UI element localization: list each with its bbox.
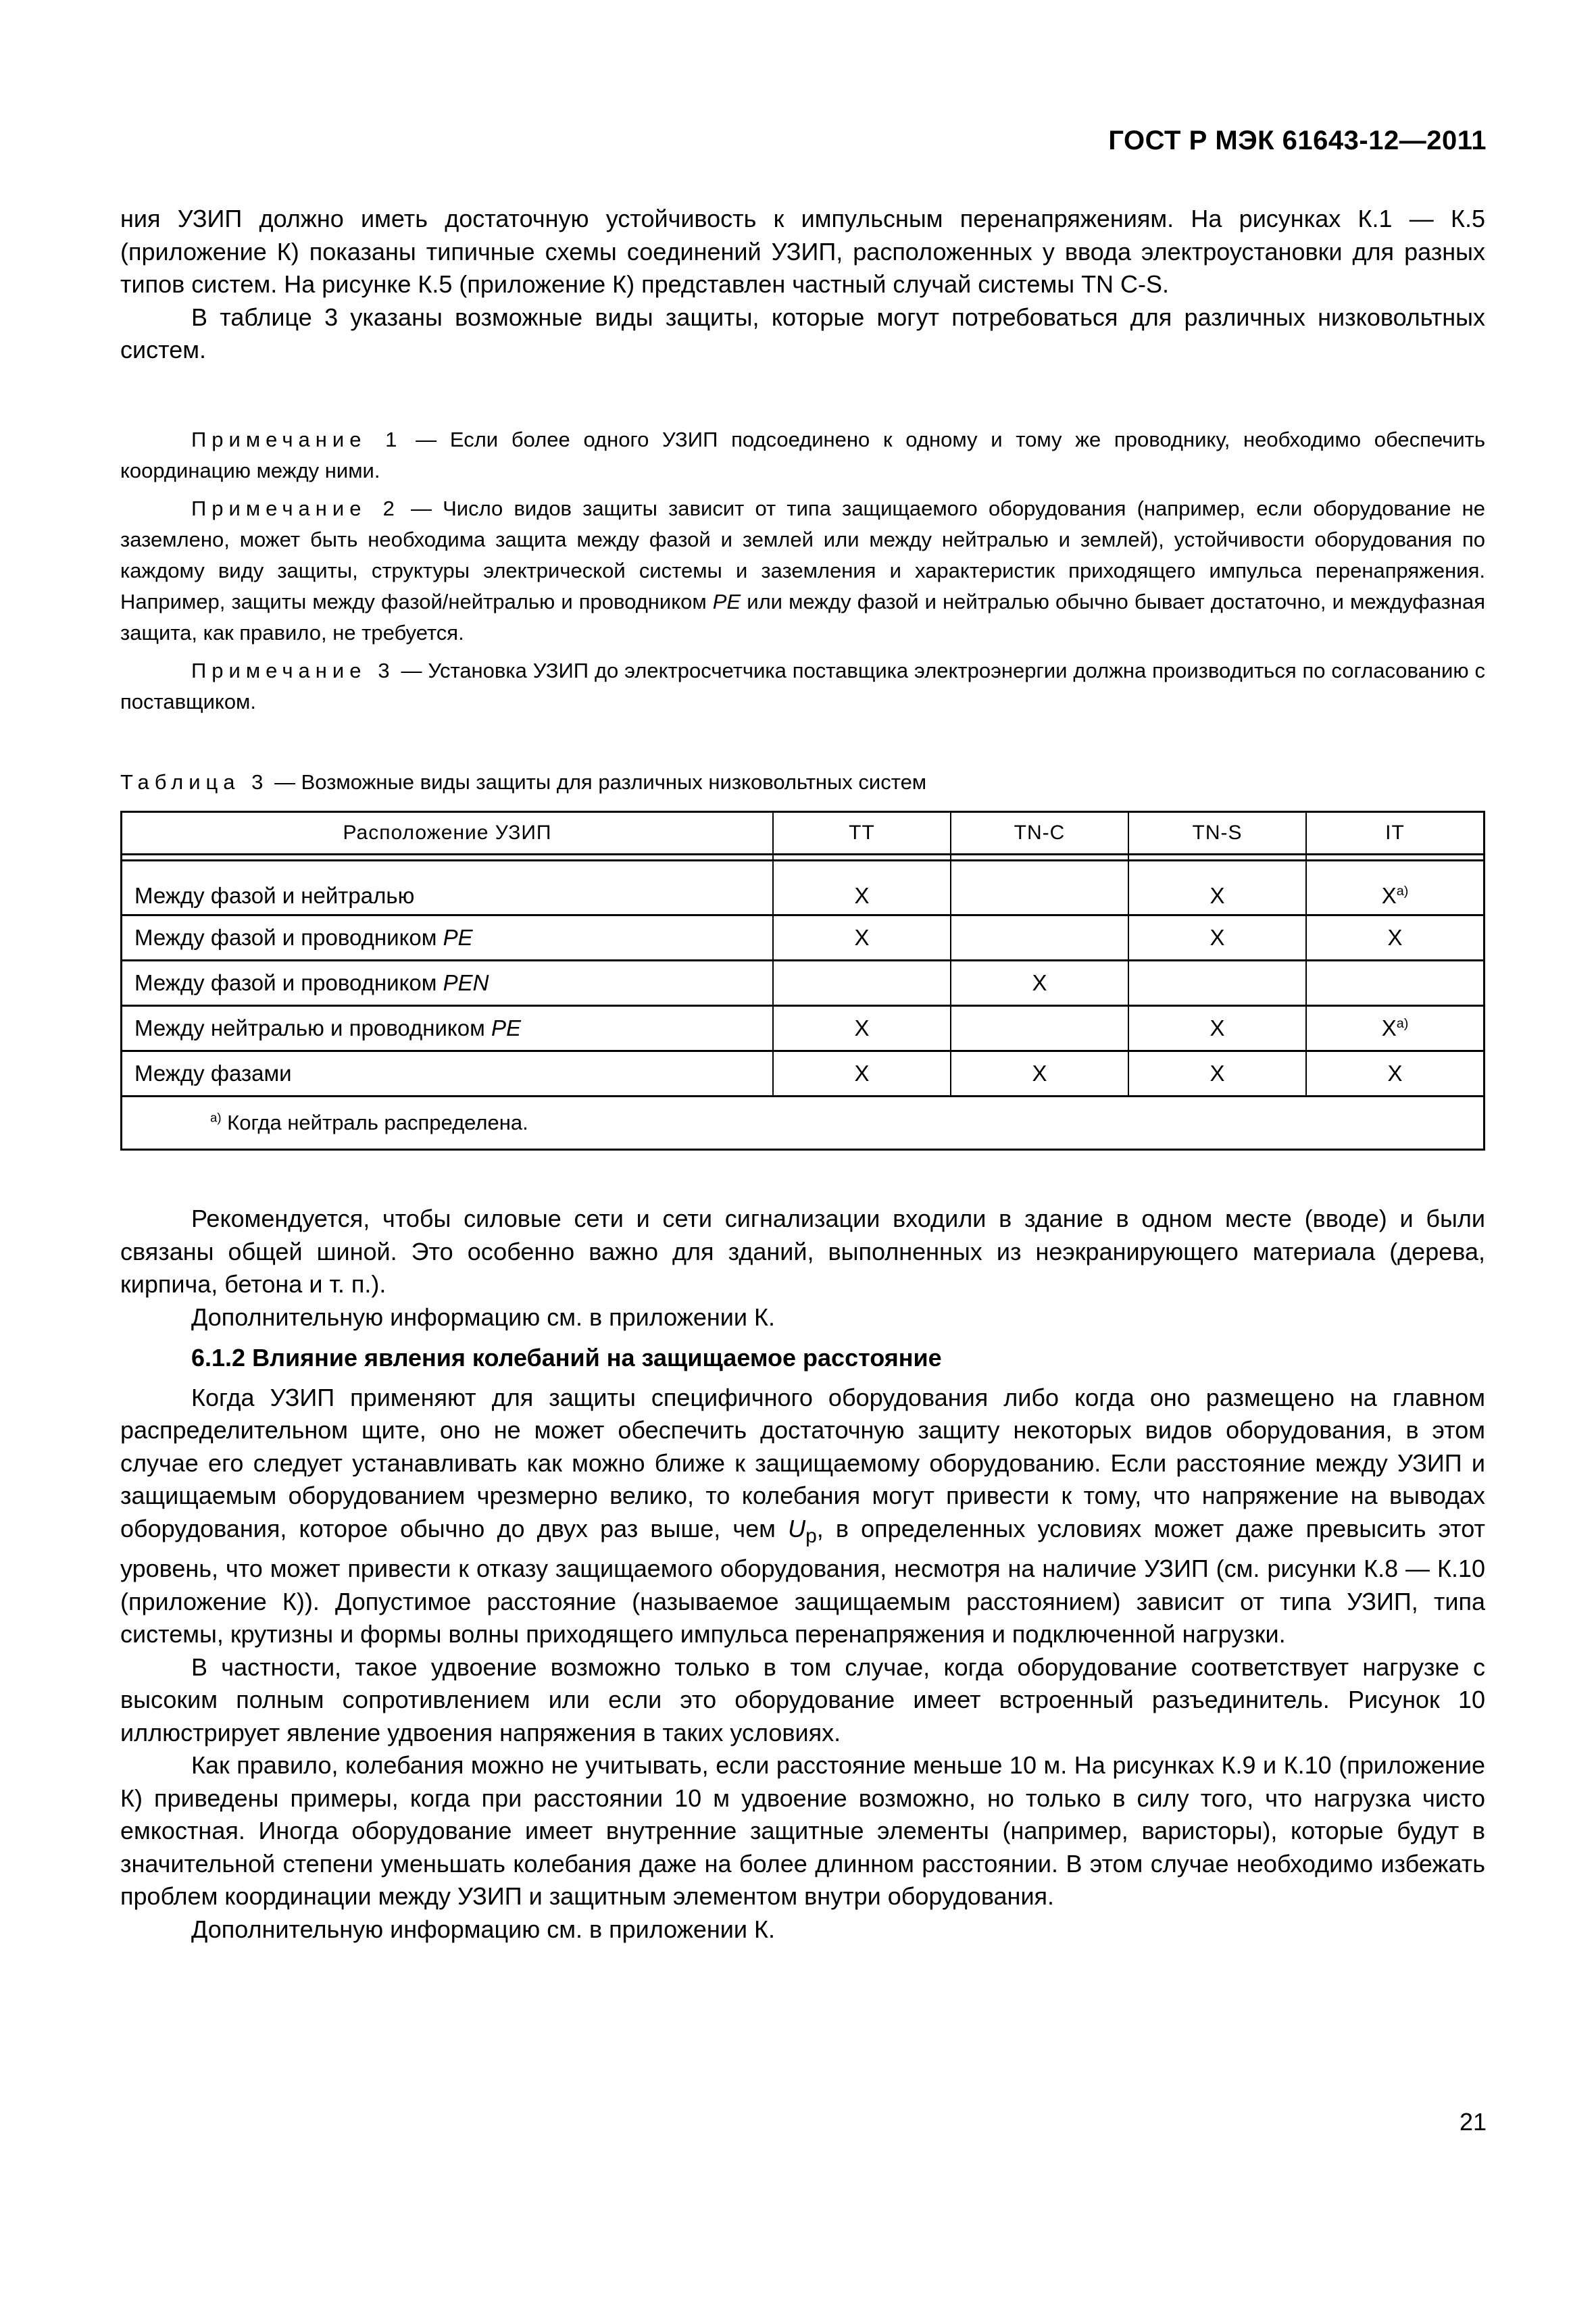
note-2-label: Примечание 2 [191, 497, 400, 520]
cell-tt: X [773, 915, 951, 961]
note-3-label: Примечание 3 [191, 659, 395, 682]
table-row [122, 1051, 1485, 1097]
cell-tt [773, 961, 951, 1006]
cell-it: $X^{а)}$ [1306, 1006, 1485, 1051]
cell-tt: X [773, 1006, 951, 1051]
intro-paragraph-1: ния УЗИП должно иметь достаточную устойчивость к импульсным перенапряжениям. На рисунках К.1 — К.5 (приложение К) показаны типичные схемы соединений УЗИП, расположенных у ввода электроустановки для разных типов систем. На рисунке К.5 (приложение К) представлен частный случай системы TN C-S. [120, 205, 1485, 298]
document-code-header: ГОСТ Р МЭК 61643-12—2011 [1108, 126, 1487, 155]
footnote-ref: а) [1396, 884, 1409, 899]
page-number: 21 [1459, 2108, 1487, 2136]
cell-tn-c [951, 861, 1128, 915]
note-1 [120, 424, 1485, 486]
cell-tn-c: X [951, 1051, 1128, 1097]
table-footnote-row [122, 1097, 1485, 1150]
cell-tn-s: X [1128, 915, 1306, 961]
cell-tn-c [951, 915, 1128, 961]
header-tn-s: TN-S [1128, 812, 1306, 855]
cell-it: X [1306, 1051, 1485, 1097]
note-3-text: — Установка УЗИП до электросчетчика поставщика электроэнергии должна производиться по согласованию с поставщиком. [120, 659, 1485, 713]
section-paragraph-4: Дополнительную информацию см. в приложении К. [191, 1915, 775, 1943]
table-footnote: $^{а)}$ Когда нейтраль распределена. [122, 1097, 1485, 1150]
cell-it [1306, 961, 1485, 1006]
table-header-row [122, 812, 1485, 855]
note-2-italic-pe: PE [712, 590, 741, 613]
table-row: Между фазой и проводником PEN X [122, 961, 1485, 1006]
main-text-block [120, 1203, 1485, 1946]
cell-tt: X [773, 861, 951, 915]
cell-tn-s: X [1128, 1051, 1306, 1097]
symbol-u: U [788, 1514, 806, 1542]
header-location: Расположение УЗИП [122, 812, 774, 855]
note-3 [120, 655, 1485, 718]
intro-block [120, 203, 1485, 367]
table-caption-text: — Возможные виды защиты для различных низковольтных систем [268, 770, 927, 794]
note-1-text: — Если более одного УЗИП подсоединено к одному и тому же проводнику, необходимо обеспечить координацию между ними. [120, 428, 1485, 482]
table-caption-label: Таблица 3 [120, 770, 269, 794]
section-paragraph-2: В частности, такое удвоение возможно только в том случае, когда оборудование соответствует нагрузке с высоким полным сопротивлением или если это оборудование имеет встроенный разъединитель. Рисунок 10 иллюстрирует явление удвоения напряжения в таких условиях. [120, 1653, 1485, 1746]
section-paragraph-1: Когда УЗИП применяют для защиты специфичного оборудования либо когда оно размещено на главном распределительном щите, оно не может обеспечить достаточную защиту некоторых видов оборудования, в этом случае его следует устанавливать как можно ближе к защищаемому оборудованию. Если расстояние между УЗИП и защищаемым оборудованием чрезмерно велико, то колебания могут привести к тому, что напряжение на выводах оборудования, которое обычно до двух раз выше, чем $U_p$, в определенных условиях может даже превысить этот уровень, что может привести к отказу защищаемого оборудования, несмотря на наличие УЗИП (см. рисунки К.8 — К.10 (приложение К)). Допустимое расстояние (называемое защищаемым расстоянием) зависит от типа УЗИП, типа системы, крутизны и формы волны приходящего импульса перенапряжения и подключенной нагрузки. [120, 1383, 1486, 1649]
table-row [122, 861, 1485, 915]
section-heading: 6.1.2 Влияние явления колебаний на защищаемое расстояние [191, 1344, 942, 1372]
cell-tn-c [951, 1006, 1128, 1051]
notes-block [120, 424, 1485, 718]
cell-tt: X [773, 1051, 951, 1097]
cell-tn-c: X [951, 961, 1128, 1006]
table-row: Между фазой и проводником PE X X X [122, 915, 1485, 961]
cell-it: $X^{а)}$ [1306, 861, 1485, 915]
row-location: Между нейтралью и проводником [134, 1015, 491, 1040]
cell-it: X [1306, 915, 1485, 961]
row-location: Между фазами [134, 1061, 292, 1086]
header-tn-c: TN-C [951, 812, 1128, 855]
table-row: Между нейтралью и проводником PE X X $X^{а)}$ [122, 1006, 1485, 1051]
see-annex-paragraph: Дополнительную информацию см. в приложении К. [191, 1303, 775, 1331]
note-2 [120, 493, 1485, 649]
row-location: Между фазой и нейтралью [134, 883, 415, 908]
note-2-text-after: или между фазой и нейтралью обычно бывает достаточно, и междуфазная защита, как правило, не требуется. [120, 590, 1485, 645]
recommendation-paragraph: Рекомендуется, чтобы силовые сети и сети сигнализации входили в здание в одном месте (вводе) и были связаны общей шиной. Это особенно важно для зданий, выполненных из неэкранирующего материала (дерева, кирпича, бетона и т. п.). [120, 1205, 1485, 1298]
cell-tn-s: X [1128, 861, 1306, 915]
header-separator [122, 855, 1485, 861]
note-1-label: Примечание 1 [191, 428, 403, 451]
protection-modes-table [120, 811, 1485, 1151]
section-paragraph-3: Как правило, колебания можно не учитывать, если расстояние меньше 10 м. На рисунках К.9 и К.10 (приложение К) приведены примеры, когда при расстоянии 10 м удвоение возможно, но только в силу того, что нагрузка чисто емкостная. Иногда оборудование имеет внутренние защитные элементы (например, варисторы), которые будут в значительной степени уменьшать колебания даже на более длинном расстоянии. В этом случае необходимо избежать проблем координации между УЗИП и защитным элементом внутри оборудования. [120, 1751, 1485, 1911]
row-location: Между фазой и проводником [134, 970, 443, 995]
cell-tn-s: X [1128, 1006, 1306, 1051]
table-caption [120, 770, 926, 795]
cell-tn-s [1128, 961, 1306, 1006]
row-location: Между фазой и проводником [134, 925, 443, 950]
footnote-ref: а) [1396, 1016, 1409, 1031]
note-2-text-before: — Число видов защиты зависит от типа защищаемого оборудования (например, если оборудование не заземлено, может быть необходима защита между фазой и землей или между нейтралью и землей), устойчивости оборудования по каждому виду защиты, структуры электрической системы и заземления и характеристик приходящего импульса перенапряжения. Например, защиты между фазой/нейтралью и проводником [120, 497, 1485, 613]
intro-paragraph-2: В таблице 3 указаны возможные виды защиты, которые могут потребоваться для различных низковольтных систем. [120, 303, 1485, 363]
header-tt: TT [773, 812, 951, 855]
header-it: IT [1306, 812, 1485, 855]
